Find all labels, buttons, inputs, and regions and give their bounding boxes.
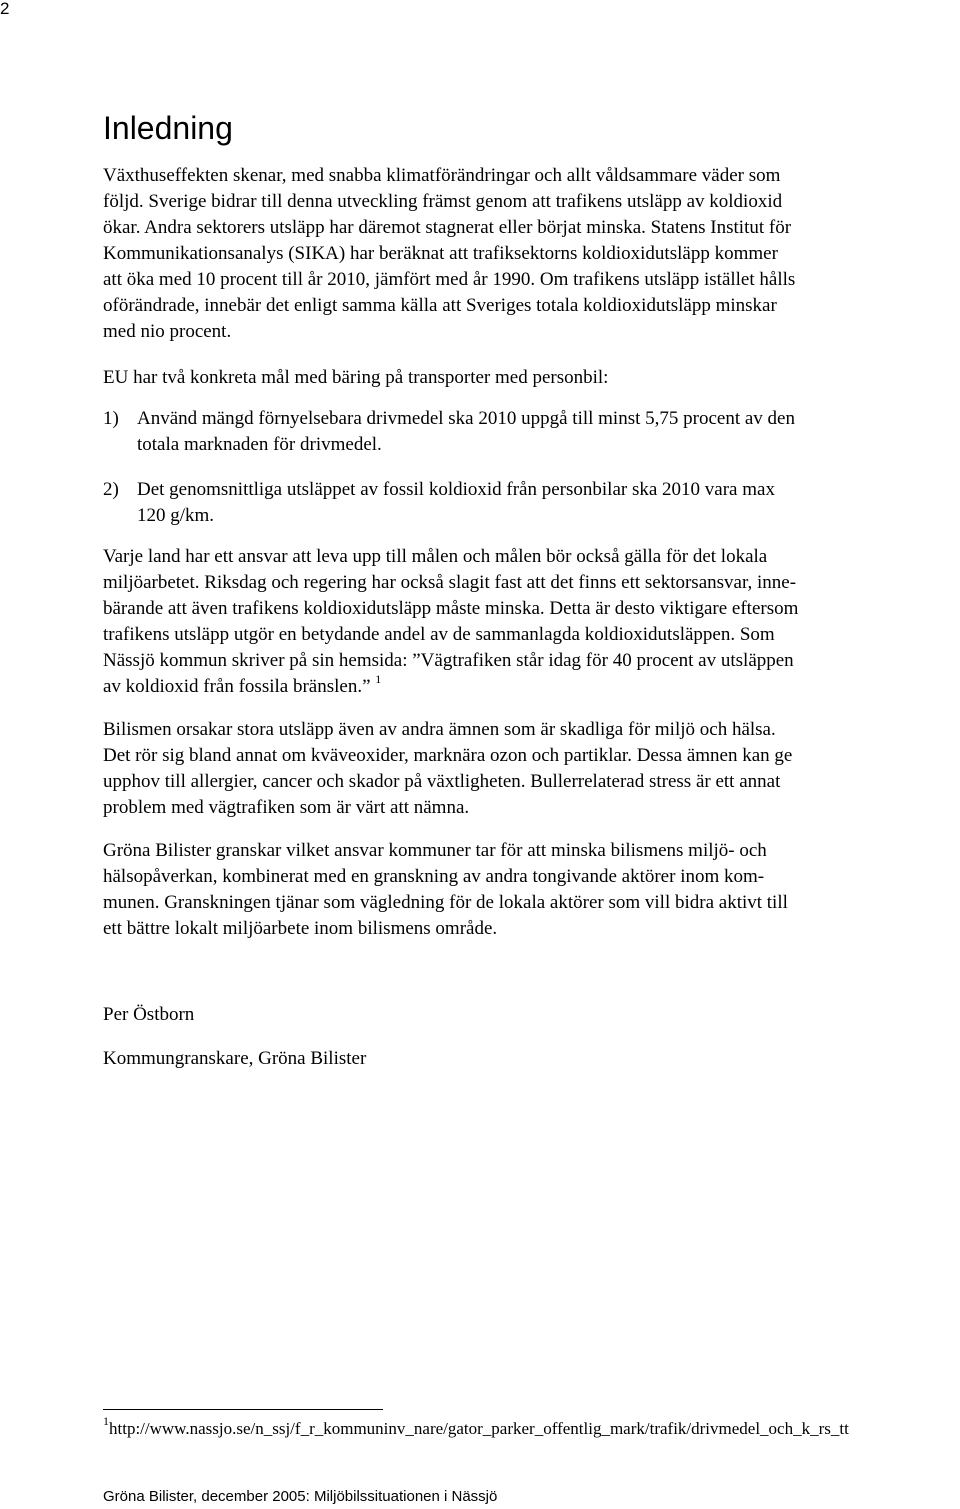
page-title: Inledning xyxy=(103,110,233,146)
page-number: 2 xyxy=(0,0,10,18)
text-line: Kommunikationsanalys (SIKA) har beräknat att trafiksektorns koldioxidutsläpp kommer xyxy=(103,243,778,264)
list-number: 2) xyxy=(103,479,119,500)
signature-name: Per Östborn xyxy=(103,1004,195,1025)
text-line: Gröna Bilister granskar vilket ansvar kommuner tar för att minska bilismens miljö- och xyxy=(103,840,767,861)
footnote-link[interactable]: http://www.nassjo.se/n_ssj/f_r_kommuninv_nare/gator_parker_offentlig_mark/trafik/drivmedel_och_k_rs_tt xyxy=(109,1419,849,1438)
paragraph-eu-goals: EU har två konkreta mål med bäring på transporter med personbil: xyxy=(103,367,609,388)
footnote-divider xyxy=(103,1409,383,1410)
text-line: Det genomsnittliga utsläppet av fossil koldioxid från personbilar ska 2010 vara max xyxy=(137,479,775,500)
text-line: Det rör sig bland annat om kväveoxider, marknära ozon och partiklar. Dessa ämnen kan ge xyxy=(103,745,793,766)
text-line: totala marknaden för drivmedel. xyxy=(137,434,382,455)
text-line xyxy=(103,671,382,700)
footnote xyxy=(103,1414,849,1440)
text-line: trafikens utsläpp utgör en betydande andel av de sammanlagda koldioxidutsläppen. Som xyxy=(103,624,775,645)
page-footer: Gröna Bilister, december 2005: Miljöbilssituationen i Nässjö xyxy=(103,1488,498,1505)
footnote-number: 1 xyxy=(103,1414,109,1429)
text-line: miljöarbetet. Riksdag och regering har också slagit fast att det finns ett sektorsansvar, inne- xyxy=(103,572,797,593)
text-line: munen. Granskningen tjänar som vägledning för de lokala aktörer som vill bidra aktivt till xyxy=(103,892,788,913)
text-line: problem med vägtrafiken som är värt att nämna. xyxy=(103,797,470,818)
text-line: Använd mängd förnyelsebara drivmedel ska 2010 uppgå till minst 5,75 procent av den xyxy=(137,408,795,429)
text-line: Varje land har ett ansvar att leva upp till målen och målen bör också gälla för det lokala xyxy=(103,546,768,567)
text-line: med nio procent. xyxy=(103,321,232,342)
text-line: ökar. Andra sektorers utsläpp har däremot stagnerat eller börjat minska. Statens Institut för xyxy=(103,217,792,238)
text-line: 120 g/km. xyxy=(137,505,215,526)
list-number: 1) xyxy=(103,408,119,429)
text-line: Växthuseffekten skenar, med snabba klimatförändringar och allt våldsammare väder som xyxy=(103,165,781,186)
text-line: följd. Sverige bidrar till denna utveckling främst genom att trafikens utsläpp av koldioxid xyxy=(103,191,783,212)
text-line: hälsopåverkan, kombinerat med en granskning av andra tongivande aktörer inom kom- xyxy=(103,866,765,887)
text-line: oförändrade, innebär det enligt samma källa att Sveriges totala koldioxidutsläpp minskar xyxy=(103,295,777,316)
text-line: upphov till allergier, cancer och skador på växtligheten. Bullerrelaterad stress är ett annat xyxy=(103,771,781,792)
signature-title: Kommungranskare, Gröna Bilister xyxy=(103,1048,367,1069)
text-line: att öka med 10 procent till år 2010, jämfört med år 1990. Om trafikens utsläpp istället hålls xyxy=(103,269,796,290)
text-span: av koldioxid från fossila bränslen.” xyxy=(103,676,371,697)
text-line: ett bättre lokalt miljöarbete inom bilismens område. xyxy=(103,918,498,939)
footnote-reference[interactable]: 1 xyxy=(375,671,382,686)
text-line: Nässjö kommun skriver på sin hemsida: ”Vägtrafiken står idag för 40 procent av utsläppen xyxy=(103,650,794,671)
text-line: bärande att även trafikens koldioxidutsläpp måste minska. Detta är desto viktigare eftersom xyxy=(103,598,799,619)
text-line: Bilismen orsakar stora utsläpp även av andra ämnen som är skadliga för miljö och hälsa. xyxy=(103,719,776,740)
